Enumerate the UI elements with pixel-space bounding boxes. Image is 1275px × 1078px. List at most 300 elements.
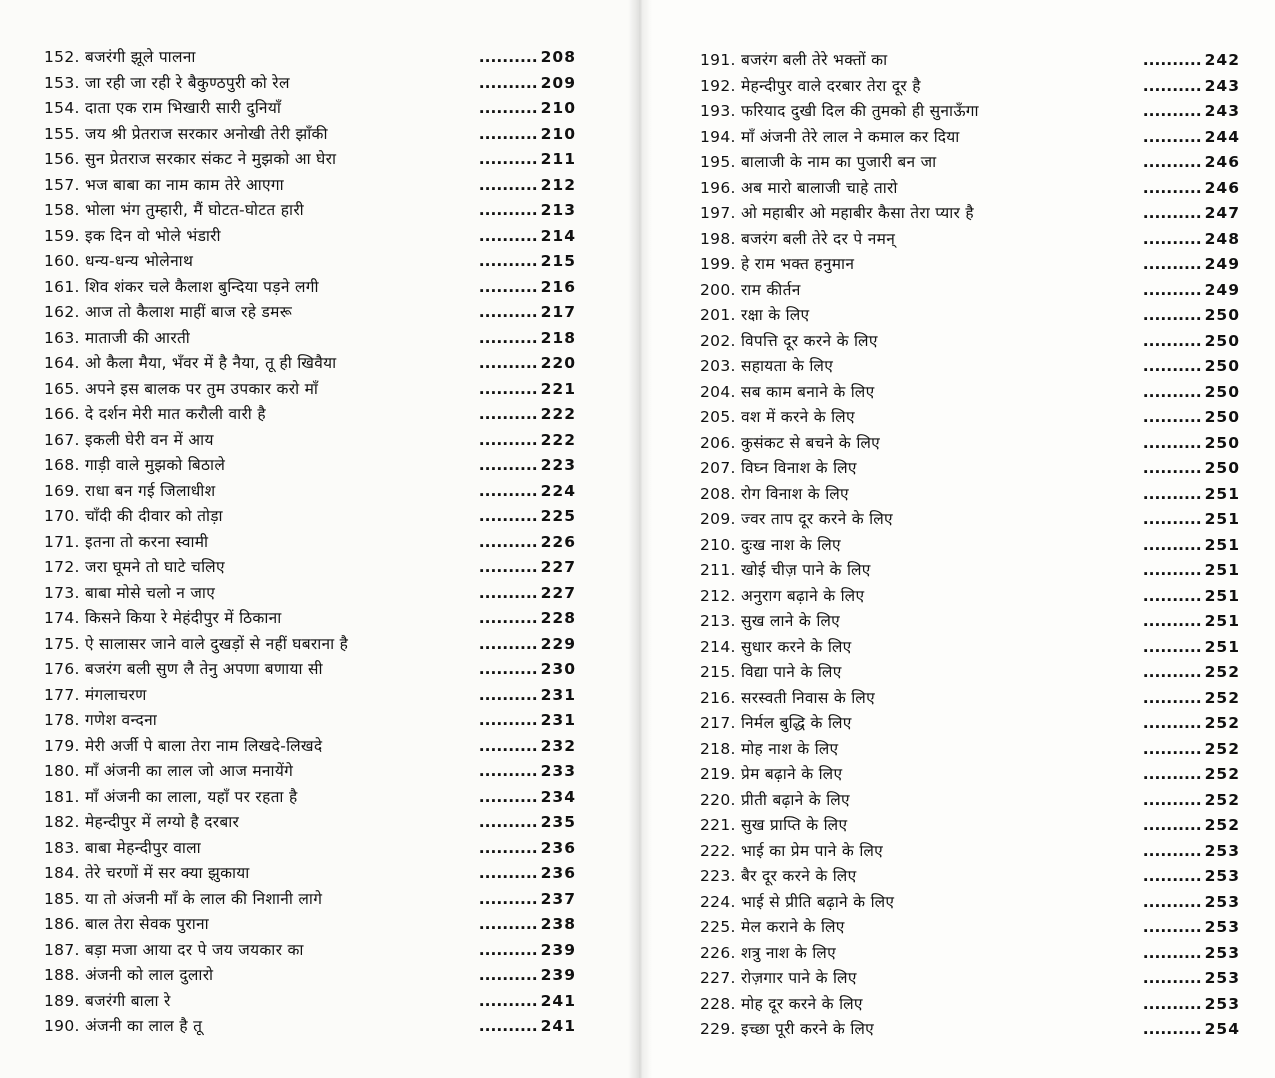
entry-title: धन्य-धन्य भोलेनाथ — [84, 252, 194, 270]
dot-leader: .......... — [478, 124, 538, 143]
dot-leader: .......... — [478, 558, 538, 576]
entry-number: 171. — [44, 532, 80, 551]
page-number: 235 — [540, 813, 576, 831]
entry-title: बजरंग बली तेरे दर पे नमन् — [740, 229, 896, 248]
entry-page-ref — [1143, 456, 1240, 482]
entry-title: विघ्न विनाश के लिए — [740, 459, 857, 477]
page-number: 250 — [1204, 331, 1240, 350]
entry-page-ref — [479, 555, 576, 581]
entry-page-ref — [1143, 941, 1240, 967]
page-number: 229 — [540, 634, 576, 653]
entry-page-ref — [479, 861, 576, 887]
toc-list-right — [700, 48, 1240, 1043]
dot-leader: .......... — [1142, 484, 1202, 503]
entry-page-ref — [1143, 864, 1240, 890]
page-number: 226 — [540, 532, 576, 551]
dot-leader: .......... — [1142, 433, 1202, 452]
page-number: 222 — [540, 430, 576, 449]
entry-number: 182. — [44, 813, 80, 831]
entry-page-ref — [479, 938, 576, 964]
entry-page-ref — [479, 122, 576, 148]
dot-leader: .......... — [1142, 331, 1202, 350]
page-number: 208 — [540, 48, 576, 66]
entry-number: 212. — [700, 586, 736, 605]
entry-title: सुन प्रेतराज सरकार संकट ने मुझको आ घेरा — [84, 150, 337, 168]
toc-entry — [700, 74, 1240, 100]
dot-leader: .......... — [1142, 918, 1202, 936]
toc-entry — [700, 966, 1240, 992]
page-number: 253 — [1204, 841, 1240, 860]
dot-leader: .......... — [1142, 969, 1202, 987]
entry-page-ref — [1143, 711, 1240, 737]
entry-number: 225. — [700, 918, 736, 936]
toc-entry — [700, 711, 1240, 737]
toc-entry — [700, 150, 1240, 176]
dot-leader: .......... — [478, 73, 538, 92]
dot-leader: .......... — [478, 532, 538, 551]
entry-page-ref — [1143, 176, 1240, 202]
page-number: 250 — [1204, 306, 1240, 324]
entry-number: 155. — [44, 124, 80, 143]
toc-entry — [700, 303, 1240, 329]
entry-number: 153. — [44, 73, 80, 92]
dot-leader: .......... — [1142, 739, 1202, 758]
page-number: 252 — [1204, 765, 1240, 783]
toc-entry — [700, 456, 1240, 482]
page-number: 251 — [1204, 535, 1240, 554]
page-number: 253 — [1204, 994, 1240, 1013]
entry-page-ref — [479, 96, 576, 122]
entry-title: दाता एक राम भिखारी सारी दुनियाँ — [84, 99, 282, 117]
dot-leader: .......... — [478, 583, 538, 602]
dot-leader: .......... — [478, 864, 538, 882]
toc-entry — [44, 683, 576, 709]
toc-entry — [44, 402, 576, 428]
entry-page-ref — [479, 708, 576, 734]
toc-entry — [700, 660, 1240, 686]
entry-number: 229. — [700, 1020, 736, 1038]
toc-entry — [44, 887, 576, 913]
dot-leader: .......... — [1142, 408, 1202, 426]
toc-entry — [44, 198, 576, 224]
toc-entry — [700, 405, 1240, 431]
toc-entry — [44, 122, 576, 148]
entry-title: रोज़गार पाने के लिए — [740, 969, 857, 987]
toc-entry — [44, 912, 576, 938]
entry-title: मेल कराने के लिए — [740, 918, 845, 936]
entry-page-ref — [479, 300, 576, 326]
entry-page-ref — [1143, 252, 1240, 278]
entry-number: 177. — [44, 685, 80, 704]
entry-number: 196. — [700, 178, 736, 197]
entry-title: मेहन्दीपुर में लग्यो है दरबार — [84, 813, 240, 831]
page-number: 251 — [1204, 612, 1240, 630]
page-number: 209 — [540, 73, 576, 92]
entry-page-ref — [1143, 788, 1240, 814]
dot-leader: .......... — [1142, 51, 1202, 69]
dot-leader: .......... — [478, 405, 538, 423]
entry-page-ref — [1143, 584, 1240, 610]
toc-entry — [44, 581, 576, 607]
entry-number: 194. — [700, 127, 736, 146]
entry-title: फरियाद दुखी दिल की तुमको ही सुनाऊँगा — [740, 102, 979, 120]
entry-page-ref — [479, 453, 576, 479]
entry-page-ref — [479, 734, 576, 760]
entry-page-ref — [479, 581, 576, 607]
entry-number: 157. — [44, 175, 80, 194]
entry-number: 167. — [44, 430, 80, 449]
entry-title: ओ महाबीर ओ महाबीर कैसा तेरा प्यार है — [740, 204, 974, 222]
page-number: 250 — [1204, 433, 1240, 452]
page-number: 242 — [1204, 51, 1240, 69]
toc-entry — [44, 759, 576, 785]
entry-title: अनुराग बढ़ाने के लिए — [740, 586, 865, 605]
toc-entry — [700, 533, 1240, 559]
entry-page-ref — [1143, 354, 1240, 380]
dot-leader: .......... — [478, 99, 538, 117]
dot-leader: .......... — [1142, 280, 1202, 299]
dot-leader: .......... — [1142, 765, 1202, 783]
dot-leader: .......... — [1142, 943, 1202, 962]
page-number: 250 — [1204, 357, 1240, 375]
page-number: 238 — [540, 915, 576, 933]
toc-entry — [700, 431, 1240, 457]
entry-page-ref — [1143, 890, 1240, 916]
entry-title: मोह दूर करने के लिए — [740, 994, 863, 1013]
entry-page-ref — [1143, 635, 1240, 661]
entry-number: 164. — [44, 354, 80, 372]
entry-title: मेहन्दीपुर वाले दरबार तेरा दूर है — [740, 76, 921, 95]
toc-entry — [44, 147, 576, 173]
entry-title: प्रेम बढ़ाने के लिए — [740, 765, 843, 783]
page-number: 218 — [540, 328, 576, 347]
entry-number: 210. — [700, 535, 736, 554]
page-number: 252 — [1204, 739, 1240, 758]
entry-title: ऐ सालासर जाने वाले दुखड़ों से नहीं घबराना है — [84, 634, 349, 653]
toc-entry — [44, 861, 576, 887]
entry-title: माताजी की आरती — [84, 328, 191, 347]
toc-entry — [700, 99, 1240, 125]
page-number: 237 — [540, 889, 576, 908]
entry-page-ref — [479, 989, 576, 1015]
dot-leader: .......... — [478, 889, 538, 908]
entry-number: 220. — [700, 790, 736, 809]
toc-entry — [44, 479, 576, 505]
entry-title: दे दर्शन मेरी मात करौली वारी है — [84, 405, 266, 423]
toc-entry — [700, 890, 1240, 916]
entry-title: मंगलाचरण — [84, 685, 147, 704]
entry-number: 162. — [44, 303, 80, 321]
dot-leader: .......... — [478, 711, 538, 729]
page-number: 243 — [1204, 102, 1240, 120]
page-number: 250 — [1204, 459, 1240, 477]
page-number: 251 — [1204, 561, 1240, 579]
toc-entry — [700, 737, 1240, 763]
toc-entry — [44, 810, 576, 836]
entry-title: विद्या पाने के लिए — [740, 663, 842, 681]
entry-page-ref — [479, 759, 576, 785]
entry-title: अंजनी का लाल है तू — [84, 1017, 203, 1035]
entry-title: अंजनी को लाल दुलारो — [84, 966, 214, 984]
entry-title: ओ कैला मैया, भँवर में है नैया, तू ही खिवैया — [84, 354, 337, 372]
page-number: 253 — [1204, 867, 1240, 885]
dot-leader: .......... — [1142, 510, 1202, 528]
entry-page-ref — [479, 963, 576, 989]
entry-title: बाल तेरा सेवक पुराना — [84, 915, 209, 933]
dot-leader: .......... — [1142, 688, 1202, 707]
dot-leader: .......... — [478, 252, 538, 270]
toc-entry — [44, 428, 576, 454]
dot-leader: .......... — [478, 736, 538, 755]
entry-number: 158. — [44, 201, 80, 219]
entry-number: 214. — [700, 637, 736, 656]
entry-number: 193. — [700, 102, 736, 120]
entry-title: हे राम भक्त हनुमान — [740, 255, 855, 273]
dot-leader: .......... — [1142, 637, 1202, 656]
entry-page-ref — [1143, 150, 1240, 176]
dot-leader: .......... — [1142, 76, 1202, 95]
entry-number: 215. — [700, 663, 736, 681]
dot-leader: .......... — [1142, 255, 1202, 273]
entry-number: 204. — [700, 382, 736, 401]
entry-page-ref — [1143, 992, 1240, 1018]
toc-entry — [44, 734, 576, 760]
entry-number: 170. — [44, 507, 80, 525]
entry-number: 169. — [44, 481, 80, 500]
page-number: 249 — [1204, 255, 1240, 273]
entry-number: 184. — [44, 864, 80, 882]
entry-title: माँ अंजनी का लाल जो आज मनायेंगे — [84, 762, 294, 780]
toc-entry — [44, 836, 576, 862]
toc-entry — [700, 354, 1240, 380]
entry-title: सुधार करने के लिए — [740, 637, 852, 656]
entry-number: 192. — [700, 76, 736, 95]
entry-title: तेरे चरणों में सर क्या झुकाया — [84, 864, 250, 882]
page-number: 250 — [1204, 408, 1240, 426]
entry-number: 213. — [700, 612, 736, 630]
page-number: 239 — [540, 940, 576, 959]
entry-title: जरा घूमने तो घाटे चलिए — [84, 558, 225, 576]
entry-number: 199. — [700, 255, 736, 273]
entry-number: 165. — [44, 379, 80, 398]
page-number: 213 — [540, 201, 576, 219]
dot-leader: .......... — [1142, 382, 1202, 401]
entry-number: 173. — [44, 583, 80, 602]
dot-leader: .......... — [478, 150, 538, 168]
entry-page-ref — [1143, 125, 1240, 151]
entry-page-ref — [1143, 405, 1240, 431]
toc-entry — [44, 530, 576, 556]
entry-number: 176. — [44, 660, 80, 678]
toc-entry — [700, 992, 1240, 1018]
entry-title: बजरंगी झूले पालना — [84, 48, 196, 66]
entry-page-ref — [1143, 533, 1240, 559]
toc-entry — [44, 1014, 576, 1040]
entry-number: 159. — [44, 226, 80, 245]
dot-leader: .......... — [1142, 127, 1202, 146]
toc-entry — [44, 249, 576, 275]
entry-number: 156. — [44, 150, 80, 168]
entry-title: बाबा मोसे चलो न जाए — [84, 583, 216, 602]
entry-title: राधा बन गई जिलाधीश — [84, 481, 216, 500]
entry-number: 174. — [44, 609, 80, 627]
entry-page-ref — [1143, 48, 1240, 74]
page-number: 246 — [1204, 178, 1240, 197]
entry-page-ref — [479, 326, 576, 352]
dot-leader: .......... — [1142, 561, 1202, 579]
dot-leader: .......... — [1142, 178, 1202, 197]
toc-entry — [700, 176, 1240, 202]
page-number: 253 — [1204, 918, 1240, 936]
page-number: 252 — [1204, 714, 1240, 732]
entry-number: 203. — [700, 357, 736, 375]
dot-leader: .......... — [478, 379, 538, 398]
dot-leader: .......... — [1142, 102, 1202, 120]
page-number: 234 — [540, 787, 576, 806]
page-number: 211 — [540, 150, 576, 168]
entry-title: मोह नाश के लिए — [740, 739, 839, 758]
toc-entry — [700, 482, 1240, 508]
entry-title: जय श्री प्रेतराज सरकार अनोखी तेरी झाँकी — [84, 124, 328, 143]
entry-title: कुसंकट से बचने के लिए — [740, 433, 881, 452]
entry-page-ref — [1143, 558, 1240, 584]
dot-leader: .......... — [1142, 204, 1202, 222]
entry-title: भज बाबा का नाम काम तेरे आएगा — [84, 175, 284, 194]
dot-leader: .......... — [478, 813, 538, 831]
entry-page-ref — [479, 887, 576, 913]
toc-entry — [700, 558, 1240, 584]
entry-title: सब काम बनाने के लिए — [740, 382, 875, 401]
entry-title: इच्छा पूरी करने के लिए — [740, 1020, 875, 1038]
entry-number: 160. — [44, 252, 80, 270]
entry-number: 186. — [44, 915, 80, 933]
page-number: 244 — [1204, 127, 1240, 146]
dot-leader: .......... — [478, 354, 538, 372]
entry-page-ref — [479, 683, 576, 709]
page-number: 241 — [540, 991, 576, 1010]
dot-leader: .......... — [478, 609, 538, 627]
page-number: 251 — [1204, 510, 1240, 528]
entry-title: रोग विनाश के लिए — [740, 484, 849, 503]
entry-page-ref — [1143, 329, 1240, 355]
entry-page-ref — [479, 1014, 576, 1040]
page-number: 215 — [540, 252, 576, 270]
entry-title: गणेश वन्दना — [84, 711, 158, 729]
entry-page-ref — [1143, 507, 1240, 533]
page-number: 233 — [540, 762, 576, 780]
toc-entry — [44, 989, 576, 1015]
entry-title: बैर दूर करने के लिए — [740, 867, 857, 885]
page-number: 252 — [1204, 816, 1240, 834]
page-number: 236 — [540, 838, 576, 857]
page-number: 241 — [540, 1017, 576, 1035]
entry-number: 180. — [44, 762, 80, 780]
entry-title: विपत्ति दूर करने के लिए — [740, 331, 878, 350]
entry-number: 161. — [44, 277, 80, 296]
page-number: 249 — [1204, 280, 1240, 299]
toc-entry — [44, 377, 576, 403]
toc-entry — [44, 300, 576, 326]
entry-number: 168. — [44, 456, 80, 474]
entry-title: गाड़ी वाले मुझको बिठाले — [84, 456, 226, 474]
toc-entry — [700, 48, 1240, 74]
toc-entry — [44, 555, 576, 581]
page-number: 216 — [540, 277, 576, 296]
dot-leader: .......... — [478, 838, 538, 857]
entry-page-ref — [479, 147, 576, 173]
toc-entry — [44, 606, 576, 632]
entry-number: 223. — [700, 867, 736, 885]
entry-number: 198. — [700, 229, 736, 248]
entry-number: 221. — [700, 816, 736, 834]
page-number: 247 — [1204, 204, 1240, 222]
entry-title: माँ अंजनी का लाला, यहाँ पर रहता है — [84, 787, 298, 806]
page-number: 225 — [540, 507, 576, 525]
entry-title: मेरी अर्जी पे बाला तेरा नाम लिखदे-लिखदे — [84, 736, 323, 755]
page-number: 230 — [540, 660, 576, 678]
page-number: 243 — [1204, 76, 1240, 95]
entry-number: 206. — [700, 433, 736, 452]
entry-page-ref — [1143, 966, 1240, 992]
dot-leader: .......... — [1142, 714, 1202, 732]
dot-leader: .......... — [478, 660, 538, 678]
dot-leader: .......... — [478, 303, 538, 321]
entry-page-ref — [479, 71, 576, 97]
entry-number: 195. — [700, 153, 736, 171]
entry-number: 191. — [700, 51, 736, 69]
page-number: 214 — [540, 226, 576, 245]
page-number: 220 — [540, 354, 576, 372]
entry-title: सुख प्राप्ति के लिए — [740, 816, 848, 834]
dot-leader: .......... — [1142, 535, 1202, 554]
dot-leader: .......... — [478, 634, 538, 653]
page-number: 210 — [540, 99, 576, 117]
book-gutter-shadow — [628, 0, 652, 1078]
dot-leader: .......... — [478, 991, 538, 1010]
entry-page-ref — [1143, 482, 1240, 508]
entry-title: या तो अंजनी माँ के लाल की निशानी लागे — [84, 889, 323, 908]
entry-number: 190. — [44, 1017, 80, 1035]
entry-number: 211. — [700, 561, 736, 579]
entry-title: दुःख नाश के लिए — [740, 535, 841, 554]
entry-title: प्रीती बढ़ाने के लिए — [740, 790, 850, 809]
dot-leader: .......... — [1142, 357, 1202, 375]
toc-entry — [44, 785, 576, 811]
entry-number: 187. — [44, 940, 80, 959]
page-number: 231 — [540, 711, 576, 729]
page-number: 248 — [1204, 229, 1240, 248]
entry-number: 208. — [700, 484, 736, 503]
entry-number: 205. — [700, 408, 736, 426]
dot-leader: .......... — [478, 787, 538, 806]
toc-entry — [700, 686, 1240, 712]
entry-page-ref — [479, 351, 576, 377]
entry-number: 222. — [700, 841, 736, 860]
toc-entry — [700, 1017, 1240, 1043]
entry-title: माँ अंजनी तेरे लाल ने कमाल कर दिया — [740, 127, 960, 146]
entry-page-ref — [479, 377, 576, 403]
entry-page-ref — [1143, 660, 1240, 686]
entry-title: बजरंग बली सुण लै तेनु अपणा बणाया सी — [84, 660, 323, 678]
entry-title: राम कीर्तन — [740, 280, 801, 299]
dot-leader: .......... — [1142, 612, 1202, 630]
page-number: 251 — [1204, 484, 1240, 503]
entry-title: निर्मल बुद्धि के लिए — [740, 714, 852, 732]
toc-entry — [700, 813, 1240, 839]
toc-entry — [44, 504, 576, 530]
entry-number: 175. — [44, 634, 80, 653]
dot-leader: .......... — [478, 940, 538, 959]
